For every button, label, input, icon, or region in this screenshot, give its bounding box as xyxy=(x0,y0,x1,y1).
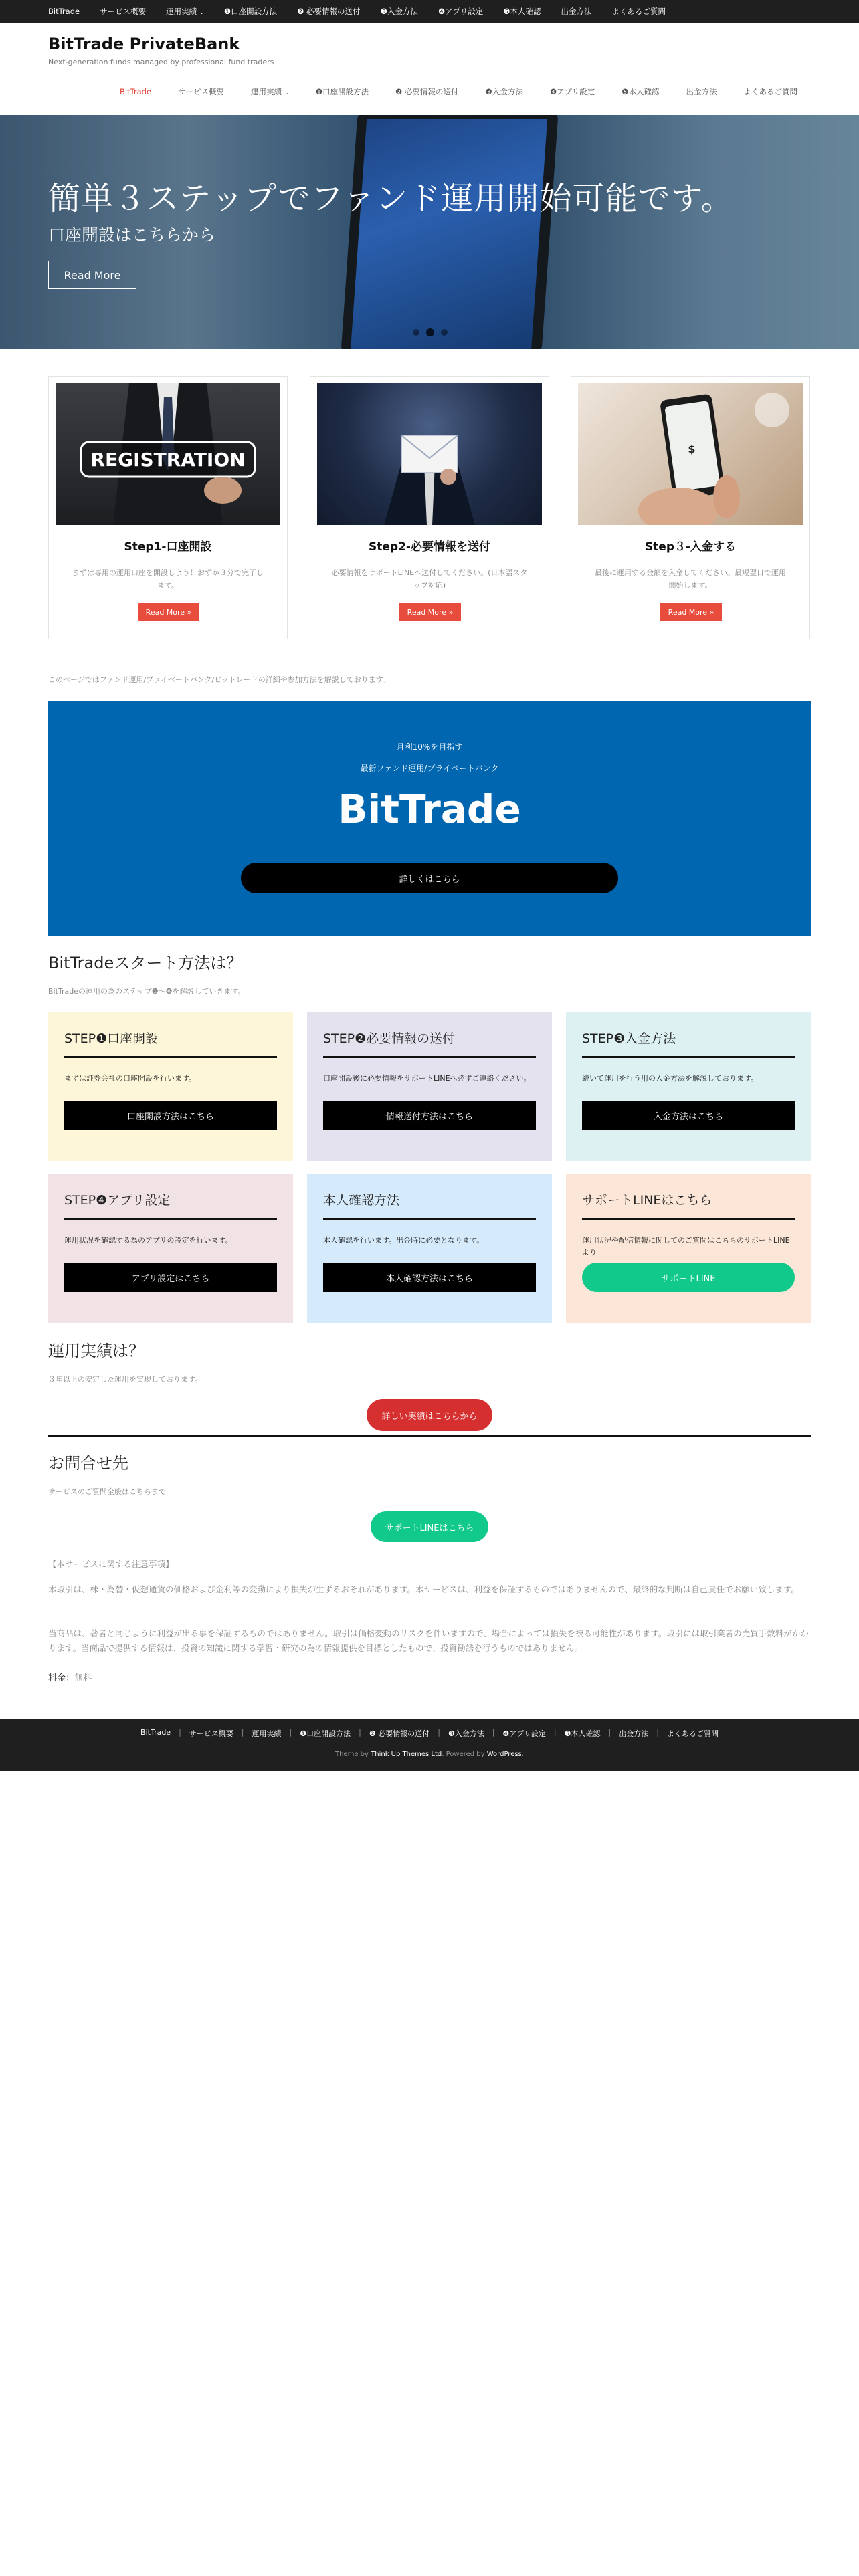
step-card-title[interactable]: Step1-口座開設 xyxy=(124,540,212,554)
main-navigation xyxy=(0,83,859,100)
nav-item-deposit[interactable]: ❸入金方法 xyxy=(485,87,523,96)
promo-details-button[interactable]: 詳しくはこちら xyxy=(241,863,618,893)
nav-item-app[interactable]: ❹アプリ設定 xyxy=(549,87,595,96)
promo-line-1: 月利10%を目指す xyxy=(396,742,463,752)
footer-separator: | xyxy=(553,1728,557,1737)
start-section-title: BitTradeスタート方法は？ xyxy=(48,954,243,972)
nav-item-bittrade[interactable]: BitTrade xyxy=(119,87,152,96)
registration-image xyxy=(56,383,280,525)
footer-separator: | xyxy=(241,1728,244,1737)
footer-link-service[interactable]: サービス概要 xyxy=(189,1729,233,1738)
promo-line-2: 最新ファンド運用/プライベートバンク xyxy=(360,764,499,773)
identity-check-button[interactable]: 本人確認方法はこちら xyxy=(323,1263,536,1292)
hero-title: 簡単３ステップでファンド運用開始可能です。 xyxy=(48,180,734,217)
results-details-button[interactable]: 詳しい実績はこちらから xyxy=(367,1399,492,1431)
step-box-text: まずは証券会社の口座開設を行います。 xyxy=(64,1074,197,1083)
step-box-6 xyxy=(566,1174,811,1323)
step-box-text: 続いて運用を行う用の入金方法を解説しております。 xyxy=(582,1074,759,1083)
section-divider xyxy=(48,1435,811,1437)
nav-item-account[interactable]: ❶口座開設方法 xyxy=(315,87,369,96)
step-card-3 xyxy=(571,376,810,639)
info-send-button[interactable]: 情報送付方法はこちら xyxy=(323,1101,536,1130)
top-menu-info[interactable]: ❷ 必要情報の送付 xyxy=(297,7,361,16)
slider-pagination xyxy=(409,329,451,336)
footer-separator: | xyxy=(656,1728,659,1737)
step-box-4 xyxy=(48,1174,293,1323)
footer-separator: | xyxy=(438,1728,440,1737)
credit-wordpress-link[interactable]: WordPress xyxy=(486,1751,522,1758)
results-section-title: 運用実績は？ xyxy=(48,1341,145,1360)
top-menu-app[interactable]: ❹アプリ設定 xyxy=(438,7,484,16)
step-box-5 xyxy=(307,1174,552,1323)
contact-section-title: お問合せ先 xyxy=(48,1454,128,1473)
nav-item-info[interactable]: ❷ 必要情報の送付 xyxy=(395,87,459,96)
footer-menu xyxy=(0,1728,859,1739)
step-card-text: 最後に運用する金額を入金してください。最短翌日で運用開始します。 xyxy=(595,568,786,590)
footer-separator: | xyxy=(179,1728,181,1737)
deposit-method-button[interactable]: 入金方法はこちら xyxy=(582,1101,795,1130)
envelope-image xyxy=(317,383,542,525)
support-line-button[interactable]: サポートLINE xyxy=(582,1263,795,1292)
footer-link-withdraw[interactable]: 出金方法 xyxy=(619,1729,649,1738)
nav-item-results[interactable] xyxy=(251,86,289,97)
step-box-text: 本人確認を行います。出金時に必要となります。 xyxy=(323,1236,484,1245)
top-utility-bar xyxy=(0,0,859,23)
nav-item-results-label: 運用実績 xyxy=(251,87,282,96)
step-box-title: 本人確認方法 xyxy=(323,1190,536,1220)
nav-item-faq[interactable]: よくあるご質問 xyxy=(743,87,797,96)
step-box-text: 運用状況や配信情報に関してのご質問はこちらのサポートLINEより xyxy=(582,1236,790,1257)
step-card-text: まずは専用の運用口座を開設しよう！おずか３分で完了します。 xyxy=(72,568,264,590)
site-title[interactable]: BitTrade PrivateBank xyxy=(48,35,240,53)
contact-section-note: サービスのご質問全般はこちらまで xyxy=(48,1487,166,1496)
read-more-button[interactable]: Read More » xyxy=(138,603,199,621)
promo-headline: BitTrade xyxy=(338,786,521,832)
top-menu-deposit[interactable]: ❸入金方法 xyxy=(380,7,418,16)
fee-label: 料金 xyxy=(48,1673,66,1683)
notice-heading: 【本サービスに関する注意事項】 xyxy=(48,1559,174,1569)
slider-dot-1[interactable] xyxy=(413,329,419,336)
footer-separator: | xyxy=(492,1728,495,1737)
footer-separator: | xyxy=(359,1728,361,1737)
footer-link-account[interactable]: ❶口座開設方法 xyxy=(300,1729,351,1738)
slider-dot-2[interactable] xyxy=(426,328,434,336)
nav-item-identity[interactable]: ❺本人確認 xyxy=(622,87,660,96)
smartphone-image xyxy=(578,383,803,525)
chevron-down-icon: ⌄ xyxy=(284,90,289,96)
credit-end: . xyxy=(521,1751,524,1758)
envelope-illustration xyxy=(317,383,542,525)
step-box-2 xyxy=(307,1012,552,1161)
hero-read-more-button[interactable]: Read More xyxy=(48,261,136,289)
registration-illustration xyxy=(56,383,280,525)
promo-banner xyxy=(48,701,811,936)
step-box-1 xyxy=(48,1012,293,1161)
slider-dot-3[interactable] xyxy=(441,329,448,336)
step-card-2 xyxy=(310,376,549,639)
notice-paragraph-1: 本取引は、株・為替・仮想通貨の価格および金利等の変動により損失が生ずるおそれがあります。本サービスは、利益を保証するものではありませんので、最終的な判断は自己責任でお願い致します。 xyxy=(48,1584,799,1594)
site-footer xyxy=(0,1719,859,1771)
step-box-title: STEP❸入金方法 xyxy=(582,1029,795,1058)
registration-image-text: REGISTRATION xyxy=(90,449,246,471)
smartphone-illustration xyxy=(578,383,803,525)
nav-item-withdraw[interactable]: 出金方法 xyxy=(686,87,717,96)
results-section-note: ３年以上の安定した運用を実現しております。 xyxy=(48,1375,203,1384)
contact-support-line-button[interactable]: サポートLINEはこちら xyxy=(371,1511,488,1542)
read-more-button[interactable]: Read More » xyxy=(660,603,722,621)
step-box-text: 口座開設後に必要情報をサポートLINEへ必ずご連絡ください。 xyxy=(323,1074,531,1083)
fee-line xyxy=(48,1671,92,1683)
step-box-title: STEP❷必要情報の送付 xyxy=(323,1029,536,1058)
read-more-button[interactable]: Read More » xyxy=(399,603,461,621)
step-box-title: STEP❶口座開設 xyxy=(64,1029,277,1058)
top-menu-service[interactable]: サービス概要 xyxy=(100,7,147,16)
top-menu-bittrade[interactable]: BitTrade xyxy=(48,7,80,16)
credit-mid: . Powered by xyxy=(442,1751,487,1758)
nav-item-service[interactable]: サービス概要 xyxy=(178,87,225,96)
step-card-title[interactable]: Step2-必要情報を送付 xyxy=(369,540,490,554)
top-menu-identity[interactable]: ❺本人確認 xyxy=(503,7,541,16)
footer-link-faq[interactable]: よくあるご質問 xyxy=(666,1729,719,1738)
step-box-title: STEP❹アプリ設定 xyxy=(64,1190,277,1220)
chevron-down-icon: ⌄ xyxy=(199,9,204,15)
step-box-3 xyxy=(566,1012,811,1161)
top-menu-withdraw[interactable]: 出金方法 xyxy=(561,7,592,16)
top-menu-results-label: 運用実績 xyxy=(166,7,197,16)
footer-link-info[interactable]: ❷ 必要情報の送付 xyxy=(369,1729,430,1738)
footer-link-identity[interactable]: ❺本人確認 xyxy=(564,1729,601,1738)
top-menu-account[interactable]: ❶口座開設方法 xyxy=(223,7,278,16)
footer-link-deposit[interactable]: ❸入金方法 xyxy=(448,1729,484,1738)
hero-slider xyxy=(0,115,859,349)
footer-link-app[interactable]: ❹アプリ設定 xyxy=(502,1729,546,1738)
footer-link-results[interactable]: 運用実績 xyxy=(252,1729,282,1738)
footer-separator: | xyxy=(289,1728,292,1737)
top-menu-faq[interactable]: よくあるご質問 xyxy=(611,7,666,16)
footer-credit xyxy=(0,1751,859,1758)
dollar-icon: $ xyxy=(688,443,696,455)
step-box-title: サポートLINEはこちら xyxy=(582,1190,795,1220)
step-card-text: 必要情報をサポートLINEへ送付してください。(日本語スタッフ対応) xyxy=(331,568,528,590)
notice-paragraph-2: 当商品は、著者と同じように利益が出る事を保証するものではありません。取引は価格変動のリスクを伴いますので、場合によっては損失を被る可能性があります。取引には取引業者の売買手数料がかかります。当商品で提供する情報は、投資の知識に関する学習・研究の為の情報提供を目標としたもので、投資勧誘を行うものではありません。 xyxy=(48,1628,809,1653)
footer-link-bittrade[interactable]: BitTrade xyxy=(140,1728,171,1737)
step-card-1 xyxy=(48,376,288,639)
site-branding xyxy=(48,35,274,66)
step-card-title[interactable]: Step３-入金する xyxy=(644,540,737,554)
top-menu xyxy=(48,0,686,23)
app-setup-button[interactable]: アプリ設定はこちら xyxy=(64,1263,277,1292)
intro-note: このページではファンド運用/プライベートバンク/ビットレードの詳細や参加方法を解説しております。 xyxy=(48,675,390,684)
credit-prefix: Theme by xyxy=(335,1751,371,1758)
fee-value: ：無料 xyxy=(66,1673,92,1683)
top-menu-results[interactable] xyxy=(166,6,204,17)
site-tagline: Next-generation funds managed by professional fund traders xyxy=(48,58,274,66)
credit-theme-link[interactable]: Think Up Themes Ltd xyxy=(371,1751,442,1758)
main-menu xyxy=(93,83,797,100)
hero-subtitle: 口座開設はこちらから xyxy=(48,225,216,245)
footer-separator: | xyxy=(608,1728,611,1737)
step-box-text: 運用状況を確認する為のアプリの設定を行います。 xyxy=(64,1236,233,1245)
start-section-note: BitTradeの運用の為のステップ❶〜❻を解説していきます。 xyxy=(48,987,246,996)
account-open-button[interactable]: 口座開設方法はこちら xyxy=(64,1101,277,1130)
